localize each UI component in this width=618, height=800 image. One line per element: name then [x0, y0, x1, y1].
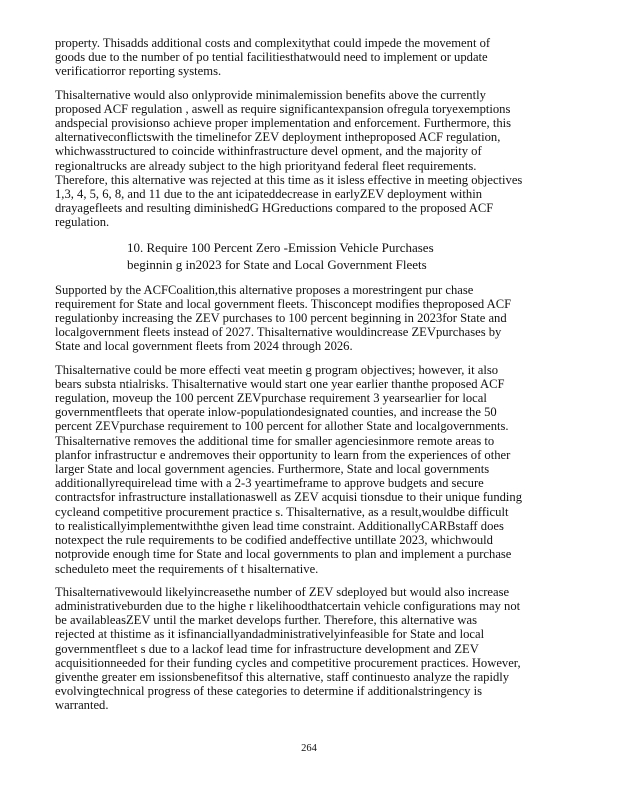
text-line: scheduleto meet the requirements of t hisalternative.: [55, 561, 319, 576]
text-line: notprovide enough time for State and local governments to plan and implement a purchase: [55, 547, 512, 562]
text-line: regulation, moveup the 100 percent ZEVpurchase requirement 3 yearsearlier for local: [55, 391, 487, 406]
text-line: planfor infrastructur e andremoves their opportunity to learn from the experiences of other: [55, 447, 511, 462]
text-line: rejected at thistime as it isfinanciallyandadministrativelyinfeasible for State and local: [55, 627, 485, 642]
text-line: drayagefleets and resulting diminishedG HGreductions compared to the proposed ACF: [55, 201, 494, 216]
text-line: verificatiorror reporting systems.: [55, 64, 222, 79]
text-line: requirement for State and local government fleets. Thisconcept modifies theproposed ACF: [55, 296, 512, 311]
text-line: proposed ACF regulation , aswell as require significantexpansion ofregula toryexemptions: [55, 101, 511, 116]
paragraph: [55, 363, 565, 576]
text-line: notexpect the rule requirements to be codified andeffective untillate 2023, whichwould: [55, 533, 493, 548]
text-line: contractsfor infrastructure installationaswell as ZEV acquisi tionsdue to their unique funding: [55, 490, 523, 505]
text-line: andspecial provisionso achieve proper implementation and enforcement. Furthermore, this: [55, 116, 512, 131]
text-line: State and local government fleets from 2024 through 2026.: [55, 339, 353, 354]
section-heading: [127, 239, 565, 273]
text-line: alternativeconflictswith the timelinefor ZEV deployment intheproposed ACF regulation,: [55, 130, 501, 145]
text-line: Thisalternative would also onlyprovide minimalemission benefits above the currently: [55, 87, 486, 102]
text-line: evolvingtechnical progress of these categories to determine if additionalstringency is: [55, 684, 483, 699]
text-line: be availableasZEV until the market develops further. Therefore, this alternative was: [55, 613, 477, 628]
paragraph: [55, 585, 565, 713]
text-line: to realisticallyimplementwiththe given lead time constraint. AdditionallyCARBstaff does: [55, 518, 504, 533]
text-line: cycleand competitive procurement practice s. Thisalternative, as a result,wouldbe difficult: [55, 504, 509, 519]
page-number: 264: [301, 743, 317, 754]
heading-line: beginnin g in2023 for State and Local Government Fleets: [127, 256, 427, 272]
text-line: regionaltrucks are already subject to the high priorityand federal fleet requirements.: [55, 158, 477, 173]
text-line: Thisalternative removes the additional time for smaller agenciesinmore remote areas to: [55, 433, 495, 448]
text-line: regulationby increasing the ZEV purchases to 100 percent beginning in 2023for State and: [55, 311, 507, 326]
text-line: Thisalternativewould likelyincreasethe number of ZEV sdeployed but would also increase: [55, 584, 510, 599]
text-line: Therefore, this alternative was rejected at this time as it isless effective in meeting objectives: [55, 172, 523, 187]
paragraph: [55, 88, 565, 230]
text-line: acquisitionneeded for their funding cycles and competitive procurement practices. However,: [55, 655, 521, 670]
text-line: warranted.: [55, 698, 109, 713]
text-line: Thisalternative could be more effecti veat meetin g program objectives; however, it also: [55, 362, 499, 377]
paragraph: [55, 36, 565, 79]
paragraph: [55, 283, 565, 354]
heading-line: 10. Require 100 Percent Zero -Emission Vehicle Purchases: [127, 239, 434, 255]
text-line: property. Thisadds additional costs and complexitythat could impede the movement of: [55, 36, 491, 50]
text-line: 1,3, 4, 5, 6, 8, and 11 due to the ant icipateddecrease in earlyZEV deployment within: [55, 187, 483, 202]
text-line: whichwasstructured to coincide withinfrastructure devel opment, and the majority of: [55, 144, 482, 159]
text-line: bears substa ntialrisks. Thisalternative would start one year earlier thanthe proposed ACF: [55, 376, 505, 391]
text-line: regulation.: [55, 215, 110, 230]
text-line: larger State and local government agencies. Furthermore, State and local governments: [55, 462, 490, 477]
text-line: percent ZEVpurchase requirement to 100 percent for allother State and localgovernments.: [55, 419, 509, 434]
text-line: governmentfleet s due to a lackof lead time for infrastructure development and ZEV: [55, 641, 479, 656]
text-line: governmentfleets that operate inlow-populationdesignated counties, and increase the 50: [55, 405, 497, 420]
text-line: goods due to the number of po tential facilitiesthatwould need to implement or update: [55, 50, 488, 65]
text-line: Supported by the ACFCoalition,this alternative proposes a morestringent pur chase: [55, 282, 474, 297]
document-page: [55, 36, 565, 722]
text-line: additionallyrequirelead time with a 2-3 yeartimeframe to approve budgets and secure: [55, 476, 484, 491]
text-line: administrativeburden due to the highe r likelihoodthatcertain vehicle configurations may not: [55, 598, 521, 613]
text-line: giventhe greater em issionsbenefitsof this alternative, staff continuesto analyze the rapidly: [55, 669, 510, 684]
text-line: localgovernment fleets instead of 2027. Thisalternative wouldincrease ZEVpurchases by: [55, 325, 502, 340]
